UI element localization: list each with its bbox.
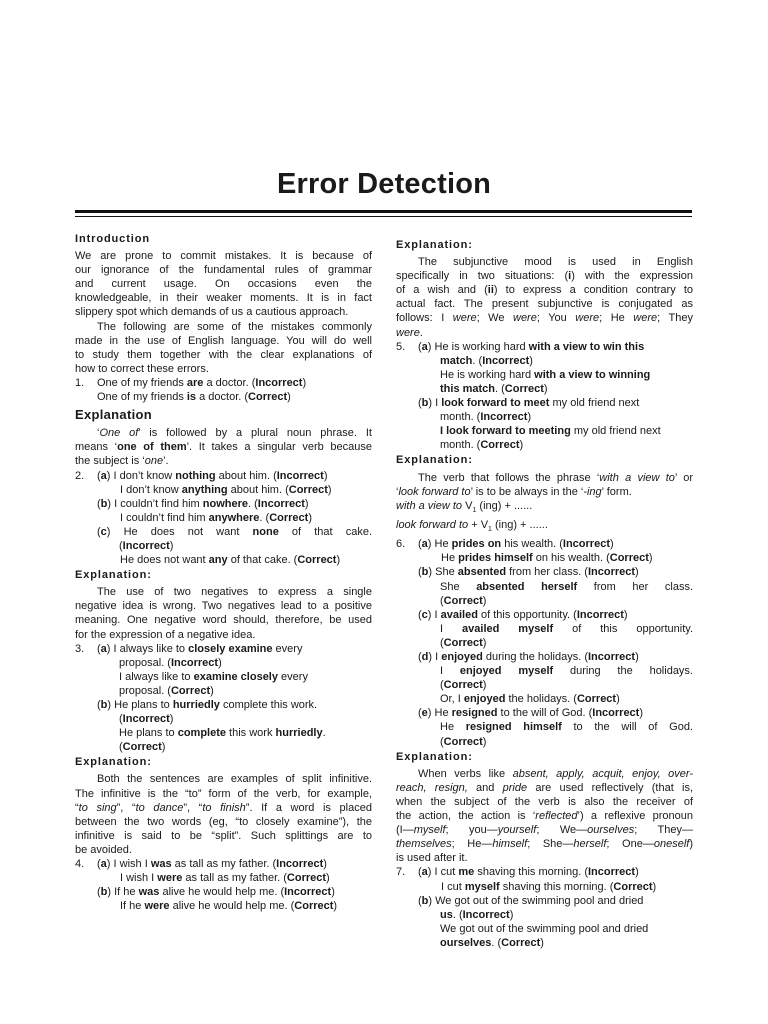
item-6b-label: (Correct) xyxy=(440,594,487,607)
text-line: how to correct these errors. xyxy=(75,362,209,375)
explanation-6-heading: Explanation: xyxy=(396,750,473,763)
item-number: 6. xyxy=(396,538,406,551)
item-5b-line: month. (Incorrect) xyxy=(440,411,532,424)
item-7a-correct: I cut myself shaving this morning. (Correct) xyxy=(441,880,657,893)
text-line: slippery spot which demands of us a cautious approach. xyxy=(75,306,349,319)
exp3-line: infinitive is said to be “split”. Such splittings are to xyxy=(75,829,372,842)
item-7a: 7. (a) I cut me shaving this morning. (Incorrect) xyxy=(396,866,639,879)
item-2c-label: (Incorrect) xyxy=(119,539,174,552)
item-number: 3. xyxy=(75,642,85,655)
item-6c: (c) I availed of this opportunity. (Incorrect) xyxy=(418,608,628,621)
item-3a-correct: I always like to examine closely every xyxy=(119,670,308,683)
item-number: 7. xyxy=(396,866,406,879)
exp3-line: The infinitive is the “to” form of the verb, for example, xyxy=(75,787,372,800)
item-4a: 4. (a) I wish I was as tall as my father. (Incorrect) xyxy=(75,858,327,871)
item-6c-label: (Correct) xyxy=(440,636,487,649)
exp2-paragraph xyxy=(75,585,372,641)
item-2a-correct: I don’t know anything about him. (Correct) xyxy=(120,483,332,496)
exp5-line: look forward to + $V_1$ (ing) + ...... xyxy=(396,518,548,534)
introduction-heading: Introduction xyxy=(75,233,150,245)
item-6d-alt: Or, I enjoyed the holidays. (Correct) xyxy=(440,693,620,706)
explanation-5-heading: Explanation: xyxy=(396,454,473,467)
text-line: The use of two negatives to express a single xyxy=(97,586,372,599)
text-line: We are prone to commit mistakes. It is because of xyxy=(75,250,372,263)
item-number: 1. xyxy=(75,376,85,389)
item-2b: (b) I couldn’t find him nowhere. (Incorrect) xyxy=(97,497,309,510)
item-4b: (b) If he was alive he would help me. (Incorrect) xyxy=(97,886,335,899)
item-5a-correct: He is working hard with a view to winning xyxy=(440,368,651,381)
item-6a: 6. (a) He prides on his wealth. (Incorrect) xyxy=(396,538,614,551)
exp4-line: actual fact. The present subjunctive is conjugated as xyxy=(396,298,693,311)
text-line: meaning. One negative word should, therefore, be used xyxy=(75,614,372,627)
exp6-line: is used after it. xyxy=(396,852,468,865)
exp5-line: The verb that follows the phrase ‘with a view to’ or xyxy=(418,471,694,484)
item-6b: (b) She absented from her class. (Incorrect) xyxy=(418,566,639,579)
exp1-line: the subject is ‘one’. xyxy=(75,455,169,468)
exp6-line: (I—myself; you—yourself; We—ourselves; They— xyxy=(396,824,693,837)
exp3-line: “to sing”, “to dance”, “to finish”. If a word is placed xyxy=(75,801,372,814)
item-6d-label: (Correct) xyxy=(440,679,487,692)
item-6e-correct: He resigned himself to the will of God. xyxy=(440,721,693,734)
item-3b-label: (Correct) xyxy=(119,741,166,754)
item-7b: (b) We got out of the swimming pool and dried xyxy=(418,894,644,907)
item-6e-label: (Correct) xyxy=(440,735,487,748)
exp6-line: reach, resign, and pride are used reflectively (that is, xyxy=(396,781,693,794)
item-6d-correct: I enjoyed myself during the holidays. xyxy=(440,665,693,678)
exp3-line: Both the sentences are examples of split infinitive. xyxy=(97,773,372,786)
item-5a: 5. (a) He is working hard with a view to win this xyxy=(396,340,645,353)
exp3-line: be avoided. xyxy=(75,843,132,856)
exp4-line: The subjunctive mood is used in English xyxy=(418,256,693,269)
item-6e: (e) He resigned to the will of God. (Incorrect) xyxy=(418,707,644,720)
item-5b-correct: I look forward to meeting my old friend next xyxy=(440,425,661,438)
item-7b-line: us. (Incorrect) xyxy=(440,908,514,921)
right-column xyxy=(396,238,693,950)
explanation-3-heading: Explanation: xyxy=(75,756,152,769)
item-4a-correct: I wish I were as tall as my father. (Correct) xyxy=(120,872,330,885)
title-rule-thick xyxy=(75,210,692,213)
exp5-line: with a view to $V_1$ (ing) + ...... xyxy=(396,499,533,514)
item-5b: (b) I look forward to meet my old friend next xyxy=(418,397,640,410)
exp4-line: of a wish and (ii) to express a condition contrary to xyxy=(396,284,694,297)
item-text: One of my friends are a doctor. (Incorrect) xyxy=(97,376,307,389)
item-3a-line: proposal. (Correct) xyxy=(119,684,214,697)
item-6a-correct: He prides himself on his wealth. (Correct) xyxy=(441,552,653,565)
text-line: to study them together with the clear explanations of xyxy=(75,348,372,361)
item-2a: 2. (a) I don’t know nothing about him. (Incorrect) xyxy=(75,469,328,482)
item-6d: (d) I enjoyed during the holidays. (Incorrect) xyxy=(418,651,639,663)
item-2b-correct: I couldn’t find him anywhere. (Correct) xyxy=(120,511,312,524)
explanation-heading: Explanation xyxy=(75,407,152,423)
item-6b-correct: She absented herself from her class. xyxy=(440,580,694,593)
exp1-line: ‘One of’ is followed by a plural noun phrase. It xyxy=(97,427,372,440)
item-number: 4. xyxy=(75,858,85,871)
exp4-line: were. xyxy=(396,326,423,339)
item-5a-line: match. (Incorrect) xyxy=(440,354,533,367)
item-7b-correct: We got out of the swimming pool and dried xyxy=(440,922,649,935)
text-line: negative idea is wrong. Two negatives lead to a positive xyxy=(75,600,372,613)
exp6-line: when the subject of the verb is also the receiver of xyxy=(396,795,693,808)
explanation-2-heading: Explanation: xyxy=(75,569,152,582)
text-line: for the expression of a negative idea. xyxy=(75,628,256,641)
item-3b-correct: He plans to complete this work hurriedly. xyxy=(119,727,326,740)
item-number: 2. xyxy=(75,469,85,482)
exp6-line: When verbs like absent, apply, acquit, enjoy, over- xyxy=(418,767,693,780)
item-2c: (c) He does not want none of that cake. xyxy=(97,525,372,538)
item-6c-correct: I availed myself of this opportunity. xyxy=(440,622,693,635)
item-2c-correct: He does not want any of that cake. (Correct) xyxy=(120,554,341,567)
exp1-line: means ‘one of them’. It takes a singular verb because xyxy=(75,441,372,454)
explanation-4-heading: Explanation: xyxy=(396,239,473,251)
item-3a: 3. (a) I always like to closely examine every xyxy=(75,642,303,655)
exp6-line: themselves; He—himself; She—herself; One—oneself) xyxy=(396,838,693,851)
text-line: The following are some of the mistakes commonly xyxy=(97,320,372,333)
exp4-line: specifically in two situations: (i) with the expression xyxy=(396,270,693,283)
item-5a-line: this match. (Correct) xyxy=(440,382,548,395)
item-number: 5. xyxy=(396,340,406,353)
item-3b-label: (Incorrect) xyxy=(119,713,174,726)
text-line: made in the use of English language. You will do well xyxy=(75,334,372,347)
item-1-incorrect xyxy=(75,376,372,390)
item-7b-line: ourselves. (Correct) xyxy=(440,936,544,949)
intro-paragraph-1 xyxy=(75,249,372,319)
exp4-line: follows: I were; We were; You were; He were; They xyxy=(396,312,693,325)
page-title: Error Detection xyxy=(276,168,492,200)
title-rule-thin xyxy=(75,216,692,217)
item-1-correct: One of my friends is a doctor. (Correct) xyxy=(97,391,291,404)
exp6-line: the action, the action is ‘reflected’) a reflexive pronoun xyxy=(396,810,693,823)
exp3-line: between the two words (eg, “to closely examine”), the xyxy=(75,815,372,828)
text-line: knowledgeable, in their weaker moments. It is in fact xyxy=(75,292,372,305)
item-5b-line: month. (Correct) xyxy=(440,439,524,452)
exp5-line: ‘look forward to’ is to be always in the ‘-ing’ form. xyxy=(396,485,632,498)
text-line: and current usage. On occasions even the xyxy=(75,278,372,291)
item-4b-correct: If he were alive he would help me. (Correct) xyxy=(120,900,338,913)
intro-paragraph-2 xyxy=(75,320,372,376)
item-3a-line: proposal. (Incorrect) xyxy=(119,656,222,669)
left-column xyxy=(75,232,372,913)
text-line: our ignorance of the fundamental rules of grammar xyxy=(75,264,372,277)
item-3b: (b) He plans to hurriedly complete this work. xyxy=(97,699,318,711)
